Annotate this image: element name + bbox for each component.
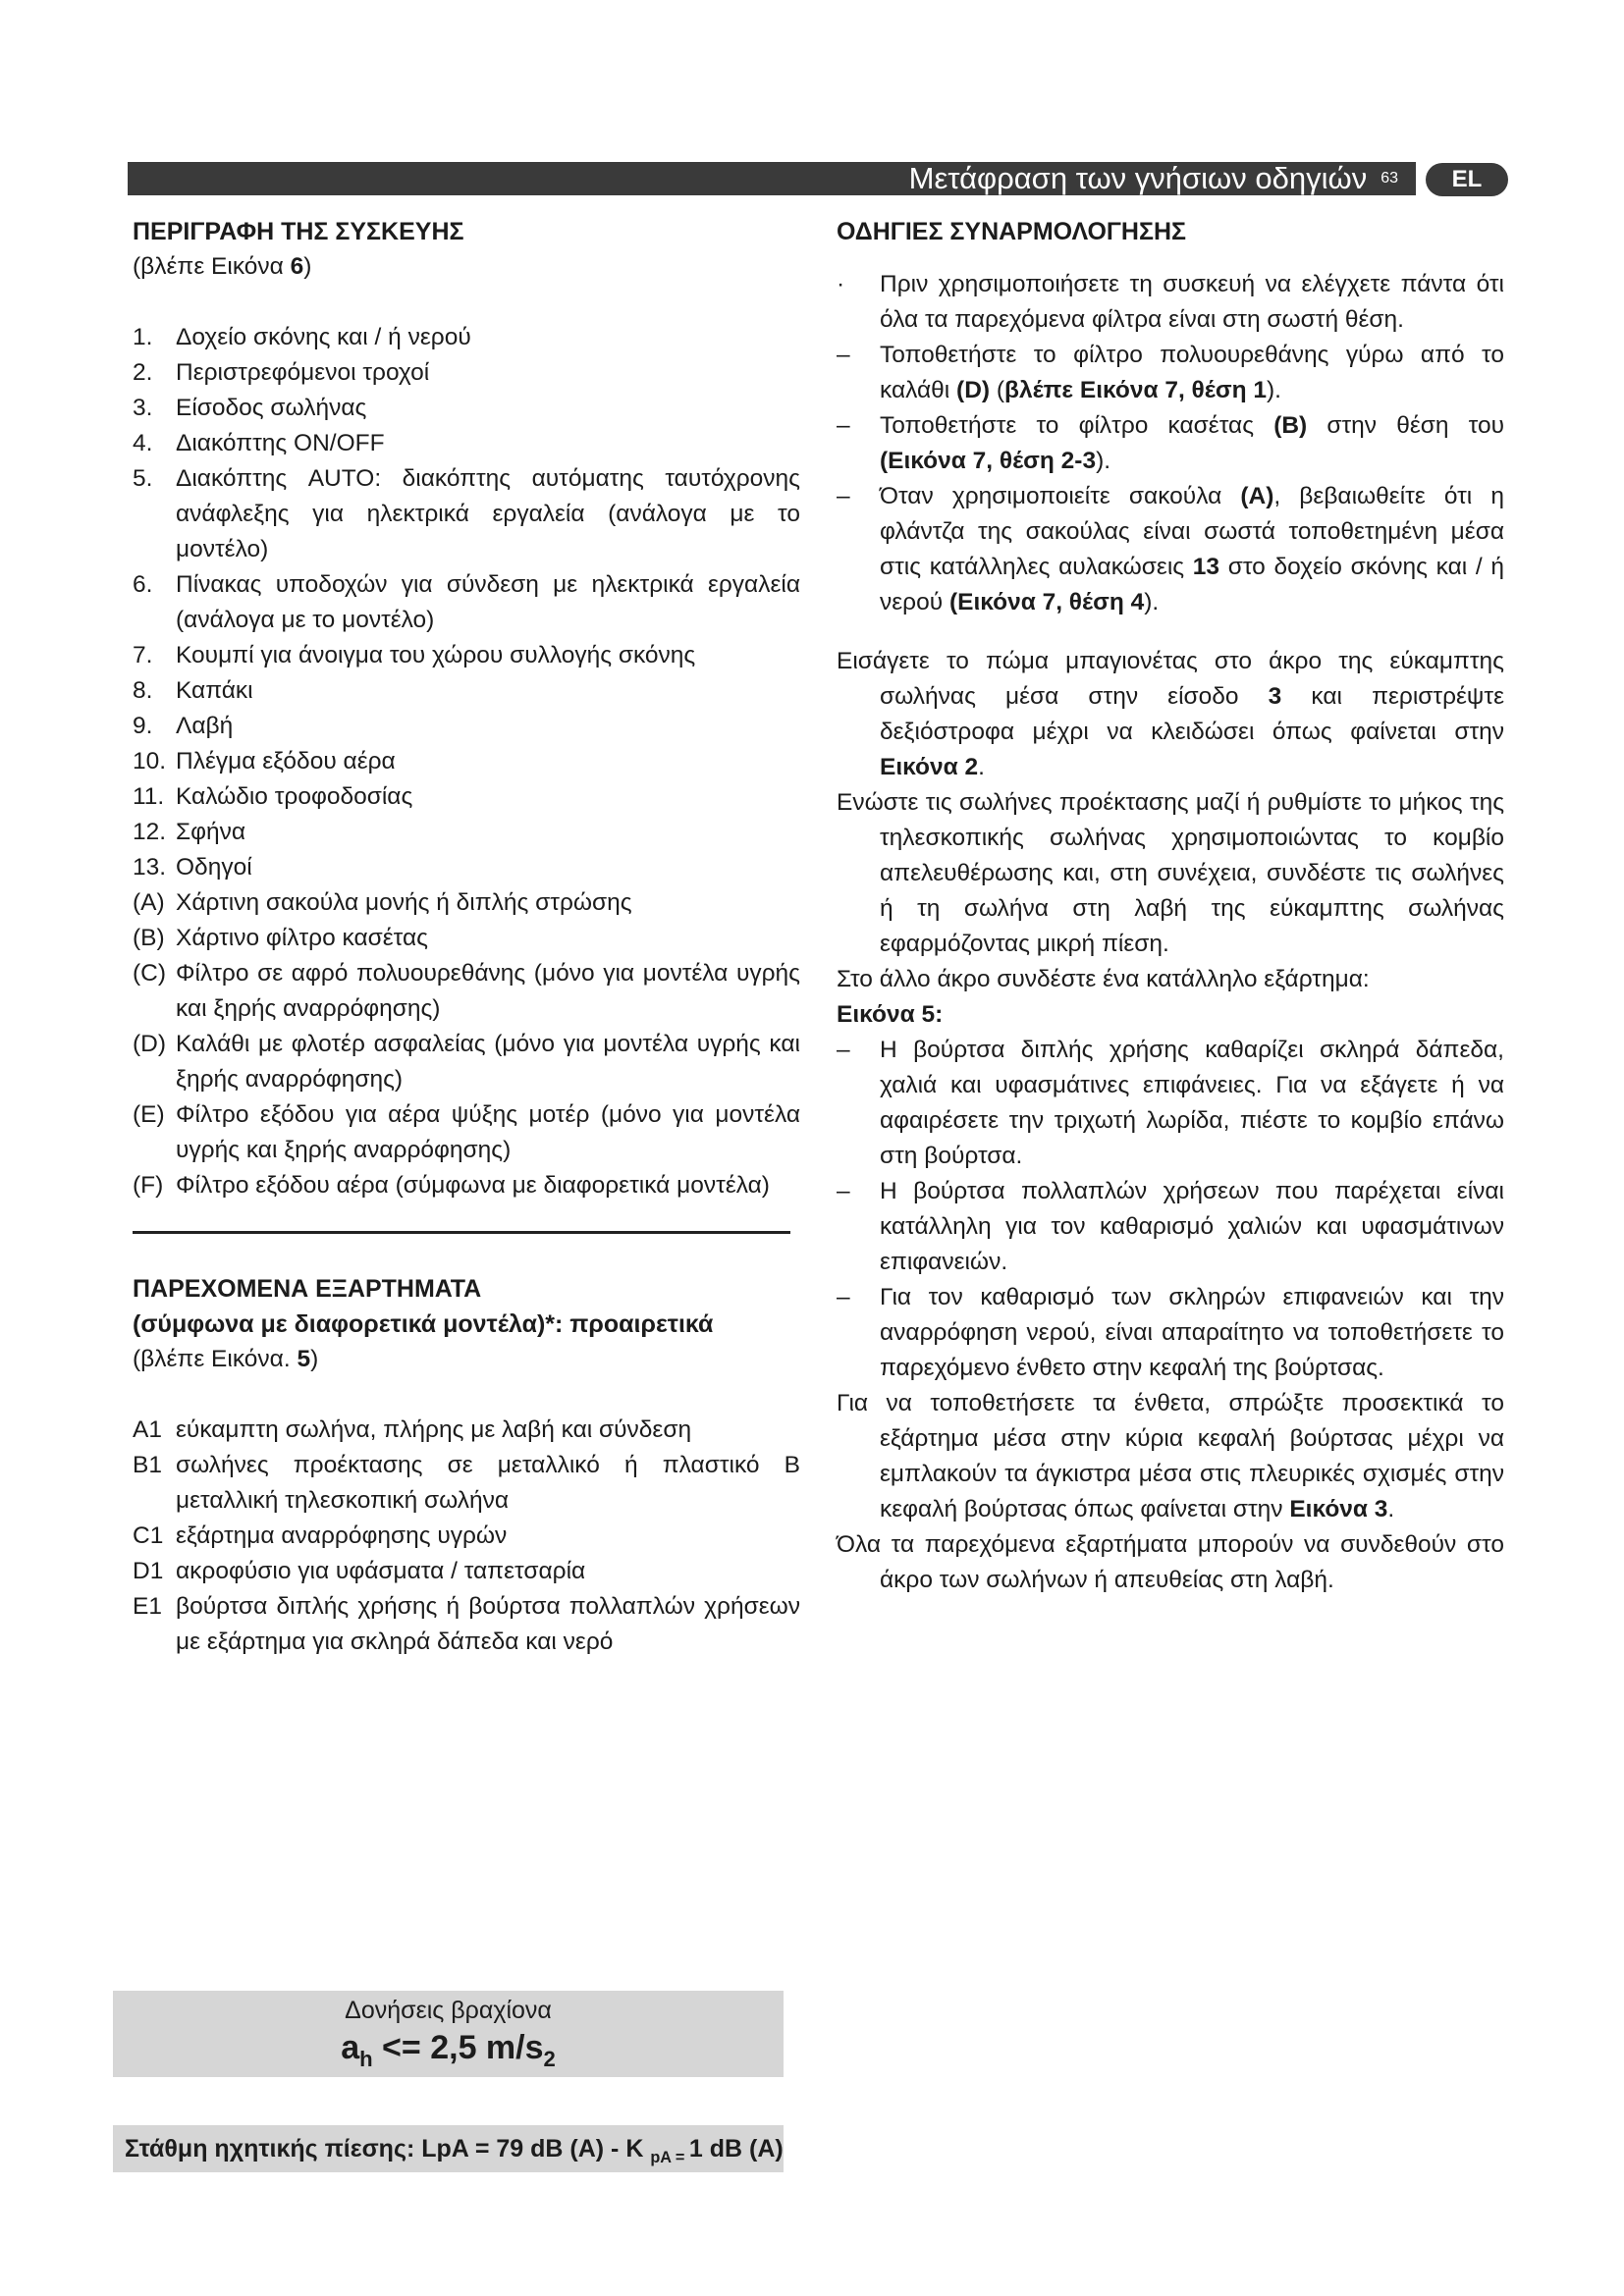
item-number: 6.	[133, 571, 153, 598]
list-item	[133, 426, 800, 461]
accessory-item	[133, 1589, 800, 1660]
accessory-code: D1	[133, 1558, 164, 1584]
accessory-code: A1	[133, 1416, 162, 1443]
list-item	[133, 320, 800, 355]
item-text: Φίλτρο εξόδου για αέρα ψύξης μοτέρ (μόνο για μοντέλα υγρής και ξηρής αναρρόφησης)	[176, 1101, 800, 1163]
accessory-item	[133, 1413, 800, 1448]
paragraph: Εισάγετε το πώμα μπαγιονέτας στο άκρο της εύκαμπτης σωλήνας μέσα στην είσοδο 3 και περιστρέψτε δεξιόστροφα μέχρι να κλειδώσει όπως φαίνεται στην Εικόνα 2.	[837, 648, 1505, 780]
item-text: Πίνακας υποδοχών για σύνδεση με ηλεκτρικά εργαλεία (ανάλογα με το μοντέλο)	[176, 571, 800, 633]
item-text: Πλέγμα εξόδου αέρα	[176, 748, 396, 774]
item-number: (B)	[133, 925, 165, 951]
item-number: 11.	[133, 783, 165, 810]
list-item	[133, 744, 800, 779]
item-text: Λαβή	[176, 713, 234, 739]
item-number: (F)	[133, 1172, 164, 1199]
list-item	[133, 567, 800, 638]
item-number: 4.	[133, 430, 153, 456]
accessory-code: B1	[133, 1452, 162, 1478]
paragraph: Στο άλλο άκρο συνδέστε ένα κατάλληλο εξάρτημα:	[837, 966, 1370, 992]
accessory-item	[133, 1554, 800, 1589]
list-item: – Για τον καθαρισμό των σκληρών επιφανειών και την αναρρόφηση νερού, είναι απαραίτητο να τοποθετήσετε το παρεχόμενο ένθετο στην κεφαλή της βούρτσας.	[837, 1284, 1504, 1381]
list-item: · Πριν χρησιμοποιήσετε τη συσκευή να ελέγχετε πάντα ότι όλα τα παρεχόμενα φίλτρα είναι στη σωστή θέση.	[837, 271, 1504, 333]
description-title: ΠΕΡΙΓΡΑΦΗ ΤΗΣ ΣΥΣΚΕΥΗΣ	[133, 218, 464, 245]
accessory-item	[133, 1448, 800, 1519]
list-item	[133, 956, 800, 1027]
item-text: Οδηγοί	[176, 854, 252, 881]
item-text: Χάρτινη σακούλα μονής ή διπλής στρώσης	[176, 889, 632, 916]
accessories-reference: (βλέπε Εικόνα. 5)	[133, 1346, 319, 1372]
list-item	[133, 1097, 800, 1168]
accessory-text: εύκαμπτη σωλήνα, πλήρης με λαβή και σύνδεση	[176, 1416, 692, 1443]
header-bar	[128, 162, 1416, 195]
left-column	[133, 214, 800, 1660]
item-text: Καπάκι	[176, 677, 253, 704]
item-number: 13.	[133, 854, 167, 881]
list-item	[133, 779, 800, 815]
vibration-label: Δονήσεις βραχίονα	[345, 1997, 552, 2024]
item-number: 2.	[133, 359, 153, 386]
vibration-box	[113, 1991, 784, 2077]
list-item	[133, 850, 800, 885]
list-item	[133, 638, 800, 673]
item-number: 7.	[133, 642, 153, 668]
paragraph: Όλα τα παρεχόμενα εξαρτήματα μπορούν να συνδεθούν στο άκρο των σωλήνων ή απευθείας στη λαβή.	[837, 1531, 1504, 1593]
accessory-text: εξάρτημα αναρρόφησης υγρών	[176, 1522, 508, 1549]
item-text: Καλώδιο τροφοδοσίας	[176, 783, 413, 810]
item-number: (A)	[133, 889, 165, 916]
item-number: 10.	[133, 748, 167, 774]
item-text: Καλάθι με φλοτέρ ασφαλείας (μόνο για μοντέλα υγρής και ξηρής αναρρόφησης)	[176, 1031, 800, 1093]
list-item: – Όταν χρησιμοποιείτε σακούλα (A), βεβαιωθείτε ότι η φλάντζα της σακούλας είναι σωστά τοποθετημένη μέσα στις κατάλληλες αυλακώσεις 13 στο δοχείο σκόνης και / ή νερού (Εικόνα 7, θέση 4).	[837, 483, 1505, 615]
item-text: Σφήνα	[176, 819, 246, 845]
list-item: – Η βούρτσα διπλής χρήσης καθαρίζει σκληρά δάπεδα, χαλιά και υφασμάτινες επιφάνειες. Για να εξάγετε ή να αφαιρέσετε την τριχωτή λωρίδα, πιέστε το κομβίο επάνω στη βούρτσα.	[837, 1037, 1504, 1169]
parts-list	[133, 320, 800, 1203]
item-number: 12.	[133, 819, 167, 845]
item-number: 8.	[133, 677, 153, 704]
description-reference: (βλέπε Εικόνα 6)	[133, 253, 312, 280]
list-item	[133, 461, 800, 567]
header-title: Μετάφραση των γνήσιων οδηγιών	[908, 161, 1368, 195]
paragraph: Ενώστε τις σωλήνες προέκτασης μαζί ή ρυθμίστε το μήκος της τηλεσκοπικής σωλήνας χρησιμοποιώντας το κομβίο απελευθέρωσης και, στη συνέχεια, συνδέστε τις σωλήνες ή τη σωλήνα στη λαβή της εύκαμπτης σωλήνας εφαρμόζοντας μικρή πίεση.	[837, 789, 1504, 957]
accessory-code: E1	[133, 1593, 162, 1620]
noise-level-box: Στάθμη ηχητικής πίεσης: LpA = 79 dB (A) - K $_{pA =}$ 1 dB (A)	[113, 2125, 784, 2172]
right-column	[837, 214, 1504, 1598]
item-text: Διακόπτης AUTO: διακόπτης αυτόματης ταυτόχρονης ανάφλεξης για ηλεκτρικά εργαλεία (ανάλογα με το μοντέλο)	[176, 465, 800, 562]
list-item	[133, 815, 800, 850]
paragraph: Για να τοποθετήσετε τα ένθετα, σπρώξτε προσεκτικά το εξάρτημα μέσα στην κύρια κεφαλή βούρτσας μέχρι να εμπλακούν τα άγκιστρα μέσα στις πλευρικές σχισμές στην κεφαλή βούρτσας όπως φαίνεται στην Εικόνα 3.	[837, 1390, 1504, 1522]
item-text: Περιστρεφόμενοι τροχοί	[176, 359, 430, 386]
item-number: (C)	[133, 960, 167, 987]
page-number: 63	[1380, 170, 1398, 187]
list-item	[133, 709, 800, 744]
item-number: (E)	[133, 1101, 165, 1128]
accessories-title: ΠΑΡΕΧΟΜΕΝΑ ΕΞΑΡΤΗΜΑΤΑ	[133, 1275, 482, 1303]
vibration-value: $a_h <= 2,5$ $m/s_2$	[341, 2029, 556, 2071]
list-item	[133, 391, 800, 426]
item-number: 1.	[133, 324, 153, 350]
item-number: 3.	[133, 395, 153, 421]
item-number: 9.	[133, 713, 153, 739]
accessory-text: ακροφύσιο για υφάσματα / ταπετσαρία	[176, 1558, 586, 1584]
item-text: Διακόπτης ON/OFF	[176, 430, 385, 456]
assembly-title: ΟΔΗΓΙΕΣ ΣΥΝΑΡΜΟΛΟΓΗΣΗΣ	[837, 218, 1187, 245]
list-item	[133, 1168, 800, 1203]
accessories-list	[133, 1413, 800, 1660]
item-text: Είσοδος σωλήνας	[176, 395, 367, 421]
list-item	[133, 1027, 800, 1097]
accessories-subtitle: (σύμφωνα με διαφορετικά μοντέλα)*: προαιρετικά	[133, 1310, 714, 1338]
language-badge: EL	[1426, 163, 1508, 196]
list-item	[133, 355, 800, 391]
item-text: Χάρτινο φίλτρο κασέτας	[176, 925, 428, 951]
accessory-text: βούρτσα διπλής χρήσης ή βούρτσα πολλαπλών χρήσεων με εξάρτημα για σκληρά δάπεδα και νερό	[176, 1593, 800, 1655]
accessory-text: σωλήνες προέκτασης σε μεταλλικό ή πλαστικό B μεταλλική τηλεσκοπική σωλήνα	[176, 1452, 800, 1514]
item-text: Φίλτρο εξόδου αέρα (σύμφωνα με διαφορετικά μοντέλα)	[176, 1172, 770, 1199]
item-number: 5.	[133, 465, 153, 492]
accessory-code: C1	[133, 1522, 164, 1549]
item-text: Φίλτρο σε αφρό πολυουρεθάνης (μόνο για μοντέλα υγρής και ξηρής αναρρόφησης)	[176, 960, 800, 1022]
item-text: Δοχείο σκόνης και / ή νερού	[176, 324, 471, 350]
accessory-item	[133, 1519, 800, 1554]
list-item	[133, 921, 800, 956]
list-item: – Τοποθετήστε το φίλτρο πολυουρεθάνης γύρω από το καλάθι (D) (βλέπε Εικόνα 7, θέση 1).	[837, 342, 1504, 403]
list-item: – Τοποθετήστε το φίλτρο κασέτας (B) στην θέση του (Εικόνα 7, θέση 2-3).	[837, 412, 1504, 474]
list-item	[133, 673, 800, 709]
figure-reference: Εικόνα 5:	[837, 1001, 944, 1028]
list-item: – Η βούρτσα πολλαπλών χρήσεων που παρέχεται είναι κατάλληλη για τον καθαρισμό χαλιών και υφασμάτινων επιφανειών.	[837, 1178, 1504, 1275]
list-item	[133, 885, 800, 921]
item-text: Κουμπί για άνοιγμα του χώρου συλλογής σκόνης	[176, 642, 696, 668]
item-number: (D)	[133, 1031, 167, 1057]
